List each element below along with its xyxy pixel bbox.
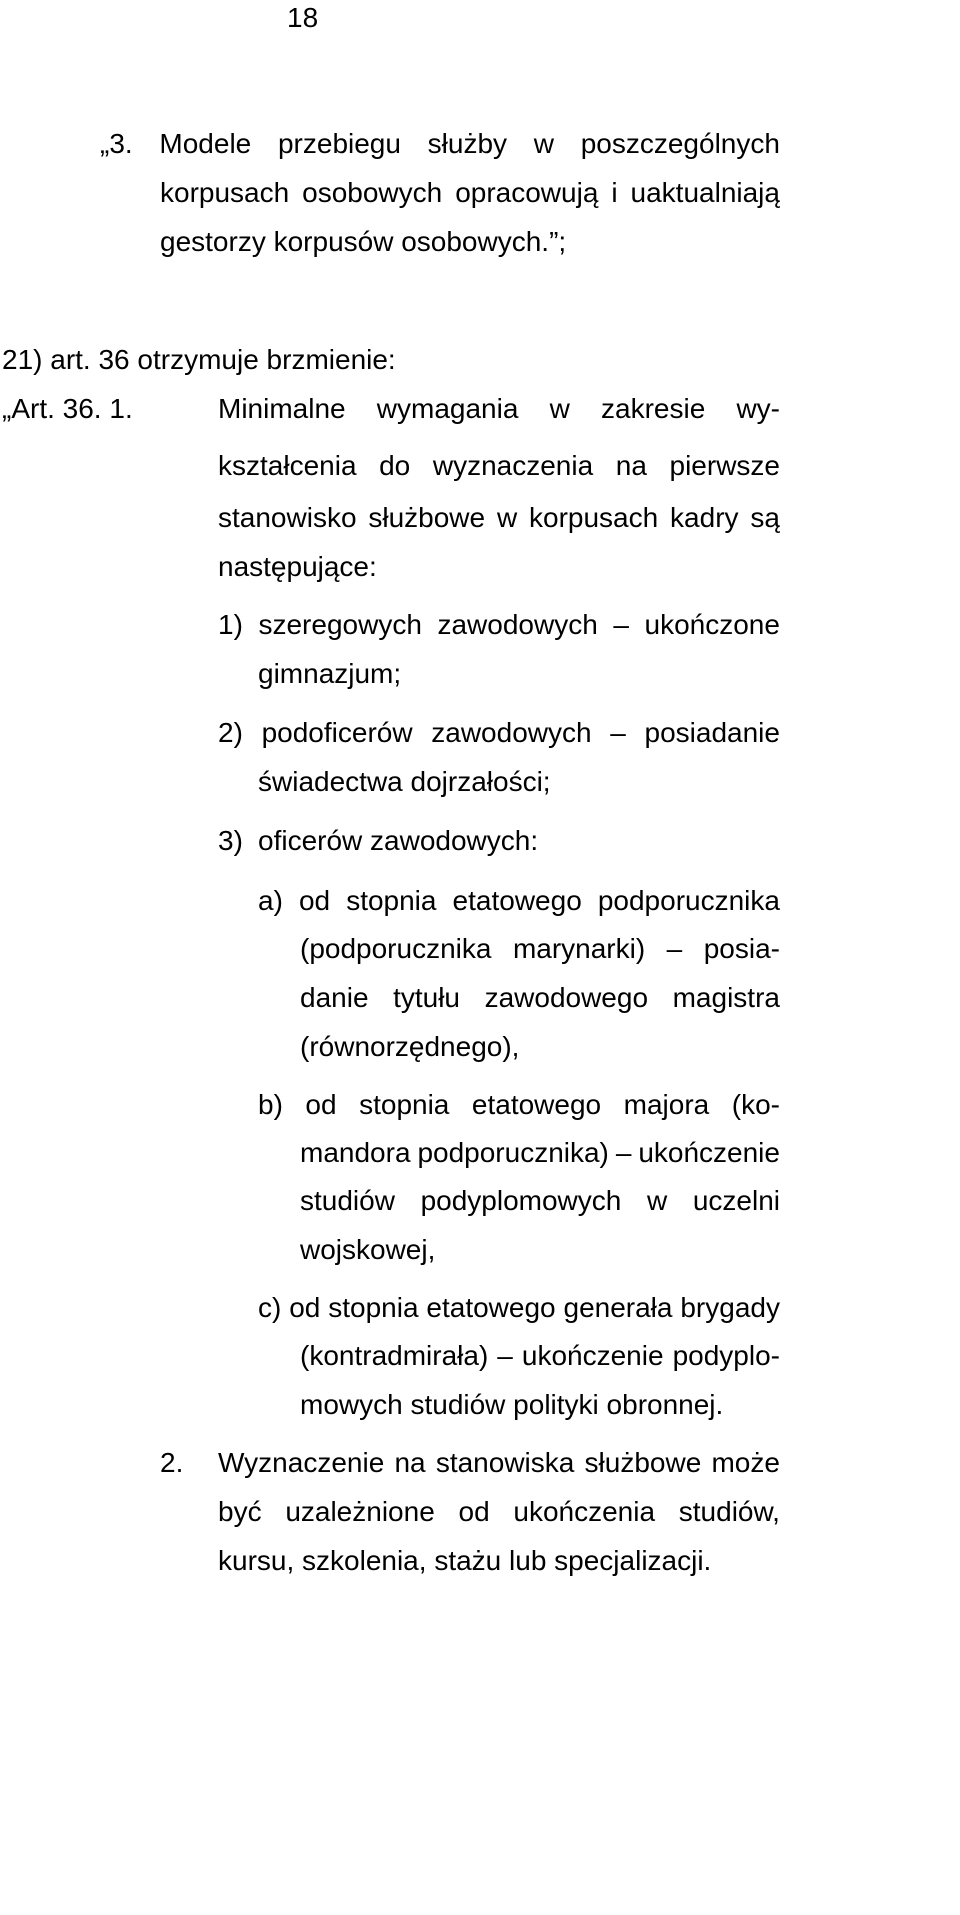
word: od	[305, 1089, 337, 1120]
word: Modele	[159, 128, 252, 159]
word: (podporucznika	[300, 933, 492, 964]
word: Minimalne	[218, 393, 346, 424]
item-21: 21) art. 36 otrzymuje brzmienie:	[2, 344, 396, 375]
word: (ko-	[731, 1089, 780, 1120]
section-2-line-3: kursu, szkolenia, stażu lub specjalizacji.	[218, 1545, 712, 1576]
word: b)	[258, 1089, 283, 1120]
word: od	[289, 1292, 321, 1323]
subpoint-b-line-1	[258, 1091, 780, 1119]
word: –	[666, 933, 683, 964]
word: podporucznika	[597, 885, 780, 916]
art36-line-4: następujące:	[218, 551, 377, 582]
word: generała	[563, 1292, 673, 1323]
point-1-line-2: gimnazjum;	[258, 658, 402, 689]
section-3-line-3: gestorzy korpusów osobowych.”;	[160, 226, 567, 257]
word: zawodowych	[437, 609, 598, 640]
word: służby	[427, 128, 508, 159]
point-3-label: 3)	[218, 825, 243, 856]
section-2-line-1	[218, 1449, 780, 1477]
word: uzależnione	[285, 1496, 435, 1527]
word: osobowych	[302, 177, 443, 208]
subpoint-a-line-2	[300, 935, 780, 963]
word: szeregowych	[258, 609, 422, 640]
subpoint-c-line-3: mowych studiów polityki obronnej.	[300, 1389, 724, 1420]
word: a)	[258, 885, 283, 916]
word: być	[218, 1496, 262, 1527]
word: w	[496, 502, 518, 533]
word: na	[394, 1447, 426, 1478]
subpoint-b-line-2	[300, 1139, 780, 1167]
art36-line-1	[218, 395, 780, 423]
art36-line-2	[218, 452, 780, 480]
word: posiadanie	[644, 717, 780, 748]
word: studiów	[300, 1185, 395, 1216]
word: –	[615, 1137, 632, 1168]
word: mandora	[300, 1137, 411, 1168]
word: wy-	[736, 393, 780, 424]
word: etatowego	[426, 1292, 556, 1323]
word: ukończenie	[521, 1340, 664, 1371]
word: w	[533, 128, 554, 159]
word: –	[613, 609, 629, 640]
word: c)	[258, 1292, 282, 1323]
point-2-line-2: świadectwa dojrzałości;	[258, 766, 551, 797]
word: wymagania	[376, 393, 519, 424]
point-2-line-1	[218, 719, 780, 747]
art36-label: „Art. 36. 1.	[2, 393, 133, 424]
word: stopnia	[328, 1292, 419, 1323]
word: uaktualniają	[630, 177, 780, 208]
word: i	[611, 177, 618, 208]
word: „3.	[100, 128, 133, 159]
section-3-line-1	[100, 130, 780, 158]
subpoint-a-line-4: (równorzędnego),	[300, 1031, 520, 1062]
word: –	[497, 1340, 513, 1371]
word: od	[458, 1496, 490, 1527]
word: ukończenia	[513, 1496, 656, 1527]
word: do	[379, 450, 411, 481]
word: podyplomowych	[420, 1185, 622, 1216]
word: podyplo-	[672, 1340, 780, 1371]
word: marynarki)	[512, 933, 646, 964]
word: kształcenia	[218, 450, 357, 481]
word: ukończenie	[638, 1137, 780, 1168]
word: zawodowych	[431, 717, 592, 748]
word: majora	[623, 1089, 710, 1120]
word: kadry	[670, 502, 739, 533]
section-3-line-2	[160, 179, 780, 207]
word: pierwsze	[669, 450, 780, 481]
subpoint-b-line-3	[300, 1187, 780, 1215]
word: 2)	[218, 717, 243, 748]
point-3-text: oficerów zawodowych:	[258, 825, 539, 856]
word: uczelni	[692, 1185, 780, 1216]
word: podporucznika)	[417, 1137, 609, 1168]
subpoint-c-line-2	[300, 1342, 780, 1370]
section-2-line-2	[218, 1498, 780, 1526]
word: tytułu	[393, 982, 461, 1013]
subpoint-a-line-1	[258, 887, 780, 915]
word: Wyznaczenie	[218, 1447, 385, 1478]
subpoint-b-line-4: wojskowej,	[300, 1234, 436, 1265]
word: stanowiska	[435, 1447, 575, 1478]
word: na	[615, 450, 647, 481]
word: są	[750, 502, 780, 533]
word: (kontradmirała)	[300, 1340, 489, 1371]
word: od	[298, 885, 331, 916]
word: stanowisko	[218, 502, 357, 533]
word: 1)	[218, 609, 243, 640]
section-2-label: 2.	[160, 1447, 184, 1478]
word: posia-	[703, 933, 780, 964]
word: brygady	[680, 1292, 780, 1323]
word: służbowe	[368, 502, 486, 533]
word: korpusach	[160, 177, 290, 208]
word: zakresie	[601, 393, 706, 424]
word: –	[610, 717, 626, 748]
word: poszczególnych	[580, 128, 780, 159]
word: danie	[300, 982, 369, 1013]
word: etatowego	[471, 1089, 602, 1120]
subpoint-a-line-3	[300, 984, 780, 1012]
point-1-line-1	[218, 611, 780, 639]
word: stopnia	[346, 885, 437, 916]
subpoint-c-line-1	[258, 1294, 780, 1322]
word: zawodowego	[484, 982, 649, 1013]
word: podoficerów	[261, 717, 413, 748]
word: stopnia	[359, 1089, 450, 1120]
word: ukończone	[644, 609, 780, 640]
word: etatowego	[452, 885, 582, 916]
word: służbowe	[584, 1447, 702, 1478]
word: w	[549, 393, 570, 424]
art36-line-3	[218, 504, 780, 532]
word: może	[711, 1447, 780, 1478]
word: magistra	[672, 982, 780, 1013]
word: studiów,	[678, 1496, 780, 1527]
word: korpusach	[529, 502, 659, 533]
word: w	[646, 1185, 668, 1216]
word: opracowują	[455, 177, 599, 208]
word: wyznaczenia	[432, 450, 594, 481]
word: przebiegu	[277, 128, 401, 159]
page-number: 18	[287, 2, 319, 33]
